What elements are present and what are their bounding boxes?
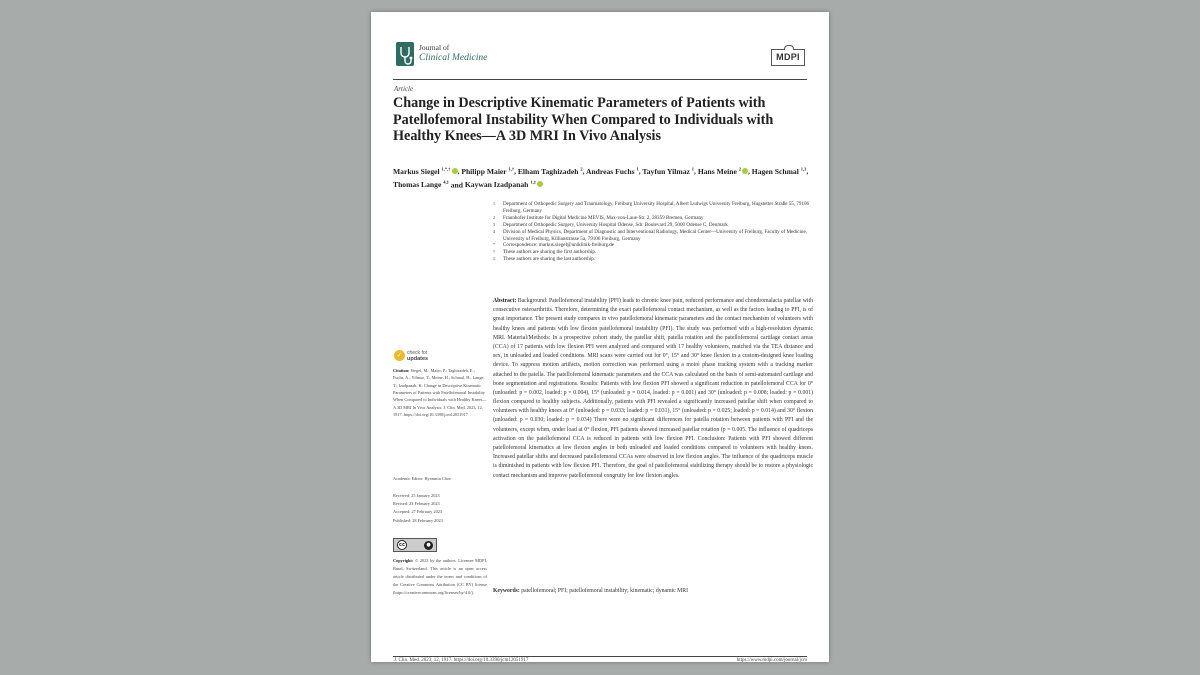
author-name: Kaywan Izadpanah $^{1,\ddagger}$ bbox=[465, 180, 543, 189]
check-for-updates-icon[interactable]: ✓ bbox=[394, 350, 405, 361]
journal-logo-icon bbox=[396, 42, 414, 66]
author-name: Philipp Maier $^{1,\dagger}$ bbox=[461, 166, 515, 176]
by-person-icon: ● bbox=[424, 541, 433, 550]
citation-block bbox=[393, 367, 487, 418]
accepted-date: Accepted: 27 February 2023 bbox=[393, 509, 443, 515]
revised-date: Revised: 23 February 2023 bbox=[393, 501, 440, 507]
author-affiliation-marks: 1,† bbox=[508, 166, 515, 171]
received-date: Received: 25 January 2023 bbox=[393, 493, 440, 498]
header-rule bbox=[393, 79, 807, 80]
affiliation-text: These authors are sharing the last authorship. bbox=[503, 256, 596, 263]
keywords bbox=[493, 587, 813, 595]
author-affiliation-marks: 4,‡ bbox=[443, 179, 449, 185]
citation-label: Citation: bbox=[393, 368, 410, 373]
academic-editor: Academic Editor: Hyonmin Choe bbox=[393, 476, 451, 481]
author-affiliation-marks: 2 bbox=[580, 166, 583, 171]
check-for-updates[interactable] bbox=[407, 350, 428, 362]
mdpi-logo: MDPI bbox=[771, 49, 805, 66]
author-affiliation-marks: 1 bbox=[691, 166, 695, 171]
affiliation-row bbox=[493, 249, 813, 256]
affiliation-text: These authors are sharing the first authorship. bbox=[503, 249, 597, 256]
affiliations bbox=[493, 201, 813, 263]
abstract-text: Background: Patellofemoral instability (PFI) leads to chronic knee pain, reduced performance and chondromalacia patellae with consecutive osteoarthritis. Therefore, determining the exact patellofemoral contact mechanism, as well as the factors leading to PFI, is of great importance. The present study compares in vivo patellofemoral kinematic parameters and the contact mechanism of volunteers with healthy knees and patients with low flexion patellofemoral instability (PFI). The study was performed with a high-resolution dynamic MRI. Material/Methods: In a prospective cohort study, the patellar shift, patella rotation and the patellofemoral cartilage contact areas (CCA) of 17 patients with low flexion PFI were analyzed and compared with 17 healthy volunteers, matched via the TEA distance and sex, in unloaded and loaded conditions. MRI scans were carried out for 0°, 15° and 30° knee flexion in a custom-designed knee loading device. To suppress motion artifacts, motion correction was performed using a moiré phase tracking system with a tracking marker attached to the patella. The patellofemoral kinematic parameters and the CCA was calculated on the basis of semi-automated cartilage and bone segmentation and registrations. Results: Patients with low flexion PFI showed a significant reduction in patellofemoral CCA for 0° (unloaded: p = 0.002, loaded: p = 0.004), 15° (unloaded: p = 0.014, loaded: p = 0.001) and 30° (unloaded: p = 0.008; loaded: p = 0.001) flexion compared to healthy subjects. Additionally, patients with PFI revealed a significantly increased patellar shift when compared to volunteers with healthy knees at 0° (unloaded: p = 0.033; loaded: p = 0.031), 15° (unloaded: p = 0.025; loaded: p = 0.014) and 30° flexion (unloaded: p = 0.030; loaded: p = 0.034) There were no significant differences for patella rotation between patients with PFI and the volunteers, except when, under load at 0° flexion, PFI patients showed increased patellar rotation (p = 0.005. The influence of quadriceps activation on the patellofemoral CCA is reduced in patients with low flexion PFI. Conclusion: Patients with PFI showed different patellofemoral kinematics at low flexion angles in both unloaded and loaded conditions compared to volunteers with healthy knees. Increased patellar shifts and decreased patellofemoral CCAs were observed in low flexion angles. The influence of the quadriceps muscle is diminished in patients with low flexion PFI. Therefore, the goal of patellofemoral stabilizing therapy should be to restore a physiologic contact mechanism and improve patellofemoral congruity for low flexion angles. bbox=[493, 298, 814, 479]
affiliation-row bbox=[493, 201, 813, 215]
dates-block bbox=[393, 492, 487, 525]
citation-text: Siegel, M.; Maier, P.; Taghizadeh, E.; Fuchs, A.; Yilmaz, T.; Meine, H.; Schmal, H.; Lange, T.; Izadpanah, K. Change in Descriptive Kinematic Parameters of Patients with Patellofemoral Instability When Compared to Individuals with Healthy Knees—A 3D MRI In Vivo Analysis. J. Clin. Med. 2023, 12, 1917. https://doi.org/10.3390/jcm12051917 bbox=[393, 368, 487, 418]
affiliation-mark: 4 bbox=[493, 228, 495, 234]
article-title: Change in Descriptive Kinematic Parameters of Patients with Patellofemoral Instability When Compared to Individuals with Healthy Knees—A 3D MRI In Vivo Analysis bbox=[393, 95, 774, 144]
check-line-2: updates bbox=[407, 356, 429, 362]
author-name: Hagen Schmal $^{1,3}$ bbox=[751, 166, 807, 176]
affiliation-mark: 1 bbox=[493, 201, 495, 206]
author-affiliation-marks: 1,*,† bbox=[441, 166, 451, 171]
journal-name: Clinical Medicine bbox=[419, 53, 488, 63]
affiliation-text: Department of Orthopedic Surgery and Traumatology, Freiburg University Hospital, Albert Ludwigs University Freiburg, Hugstetter Straße 55, 79106 Freiburg, Germany bbox=[503, 201, 810, 214]
cc-icon: cc bbox=[397, 540, 407, 550]
affiliation-row bbox=[493, 256, 813, 263]
author-affiliation-marks: 1,‡ bbox=[530, 179, 536, 185]
published-date: Published: 28 February 2023 bbox=[393, 517, 443, 523]
affiliation-row bbox=[493, 215, 813, 222]
affiliation-mark: * bbox=[493, 242, 495, 248]
affiliation-text: Fraunhofer Institute for Digital Medicine MEVIS, Max-von-Laue-Str. 2, 28359 Bremen, Germany bbox=[503, 214, 704, 221]
affiliation-text: Division of Medical Physics, Department of Diagnostic and Interventional Radiology, Medical Center—University of Freiburg, Faculty of Medicine, University of Freiburg, Killianstrasse 5a, 79106 Freiburg, Germany bbox=[503, 228, 808, 242]
author-name: Tayfun Yilmaz $^1$ bbox=[642, 166, 695, 176]
keywords-label: Keywords: bbox=[493, 588, 520, 594]
cc-by-license-icon[interactable] bbox=[393, 538, 437, 552]
orcid-icon[interactable] bbox=[537, 181, 543, 187]
affiliation-mark: 2 bbox=[493, 214, 495, 220]
affiliation-text: Department of Orthopedic Surgery, University Hospital Odense, Sdr. Boulevard 29, 5000 Odense C, Denmark bbox=[503, 221, 728, 228]
footer-citation: J. Clin. Med. 2023, 12, 1917. https://doi.org/10.3390/jcm12051917 bbox=[394, 658, 529, 663]
author-name: Andreas Fuchs $^1$ bbox=[585, 166, 639, 176]
author-name: Elham Taghizadeh $^2$ bbox=[517, 166, 583, 176]
affiliation-mark: ‡ bbox=[493, 256, 495, 262]
footer-journal-link[interactable]: https://www.mdpi.com/journal/jcm bbox=[736, 658, 807, 663]
author-name: Markus Siegel $^{1,*,\dagger}$ bbox=[393, 167, 458, 176]
abstract bbox=[493, 297, 813, 481]
copyright-text: © 2023 by the authors. Licensee MDPI, Basel, Switzerland. This article is an open access article distributed under the terms and conditions of the Creative Commons Attribution (CC BY) license (https://creativecommons.org/licenses/by/4.0/). bbox=[393, 558, 487, 595]
orcid-icon[interactable] bbox=[452, 168, 458, 174]
author-affiliation-marks: 2 bbox=[738, 166, 741, 171]
abstract-label: Abstract: bbox=[493, 298, 517, 304]
affiliation-row bbox=[493, 222, 813, 229]
author-name: Hans Meine $^2$ bbox=[698, 167, 748, 176]
affiliation-mark: † bbox=[493, 249, 495, 255]
footer-rule bbox=[393, 656, 807, 657]
author-affiliation-marks: 1 bbox=[636, 166, 639, 171]
affiliation-row bbox=[493, 229, 813, 243]
author-affiliation-marks: 1,3 bbox=[800, 166, 807, 171]
copyright-block bbox=[393, 557, 487, 597]
article-type-label: Article bbox=[394, 85, 414, 93]
journal-of-label: Journal of bbox=[419, 43, 450, 52]
affiliation-text: Correspondence: markus.siegel@uniklinik-freiburg.de bbox=[503, 242, 615, 249]
affiliation-mark: 3 bbox=[493, 221, 495, 227]
keywords-text: patellofemoral; PFI; patellofemoral instability; kinematic; dynamic MRI bbox=[521, 588, 688, 594]
orcid-icon[interactable] bbox=[742, 168, 748, 174]
author-name: Thomas Lange $^{4,\ddagger}$ bbox=[393, 179, 449, 190]
copyright-label: Copyright: bbox=[393, 558, 414, 563]
author-list: Markus Siegel $^{1,*,\dagger}$ , Philipp Maier $^{1,\dagger}$, Elham Taghizadeh $^2$, Andreas Fuchs $^1$, Tayfun Yilmaz $^1$, Hans Meine $^2$ , Hagen Schmal $^{1,3}$, Thomas Lange $^{4,\ddagger}$ and Kaywan Izadpanah $^{1,\ddagger}$ bbox=[393, 166, 809, 190]
check-line-1: check for bbox=[407, 350, 428, 356]
document-page bbox=[371, 12, 829, 662]
